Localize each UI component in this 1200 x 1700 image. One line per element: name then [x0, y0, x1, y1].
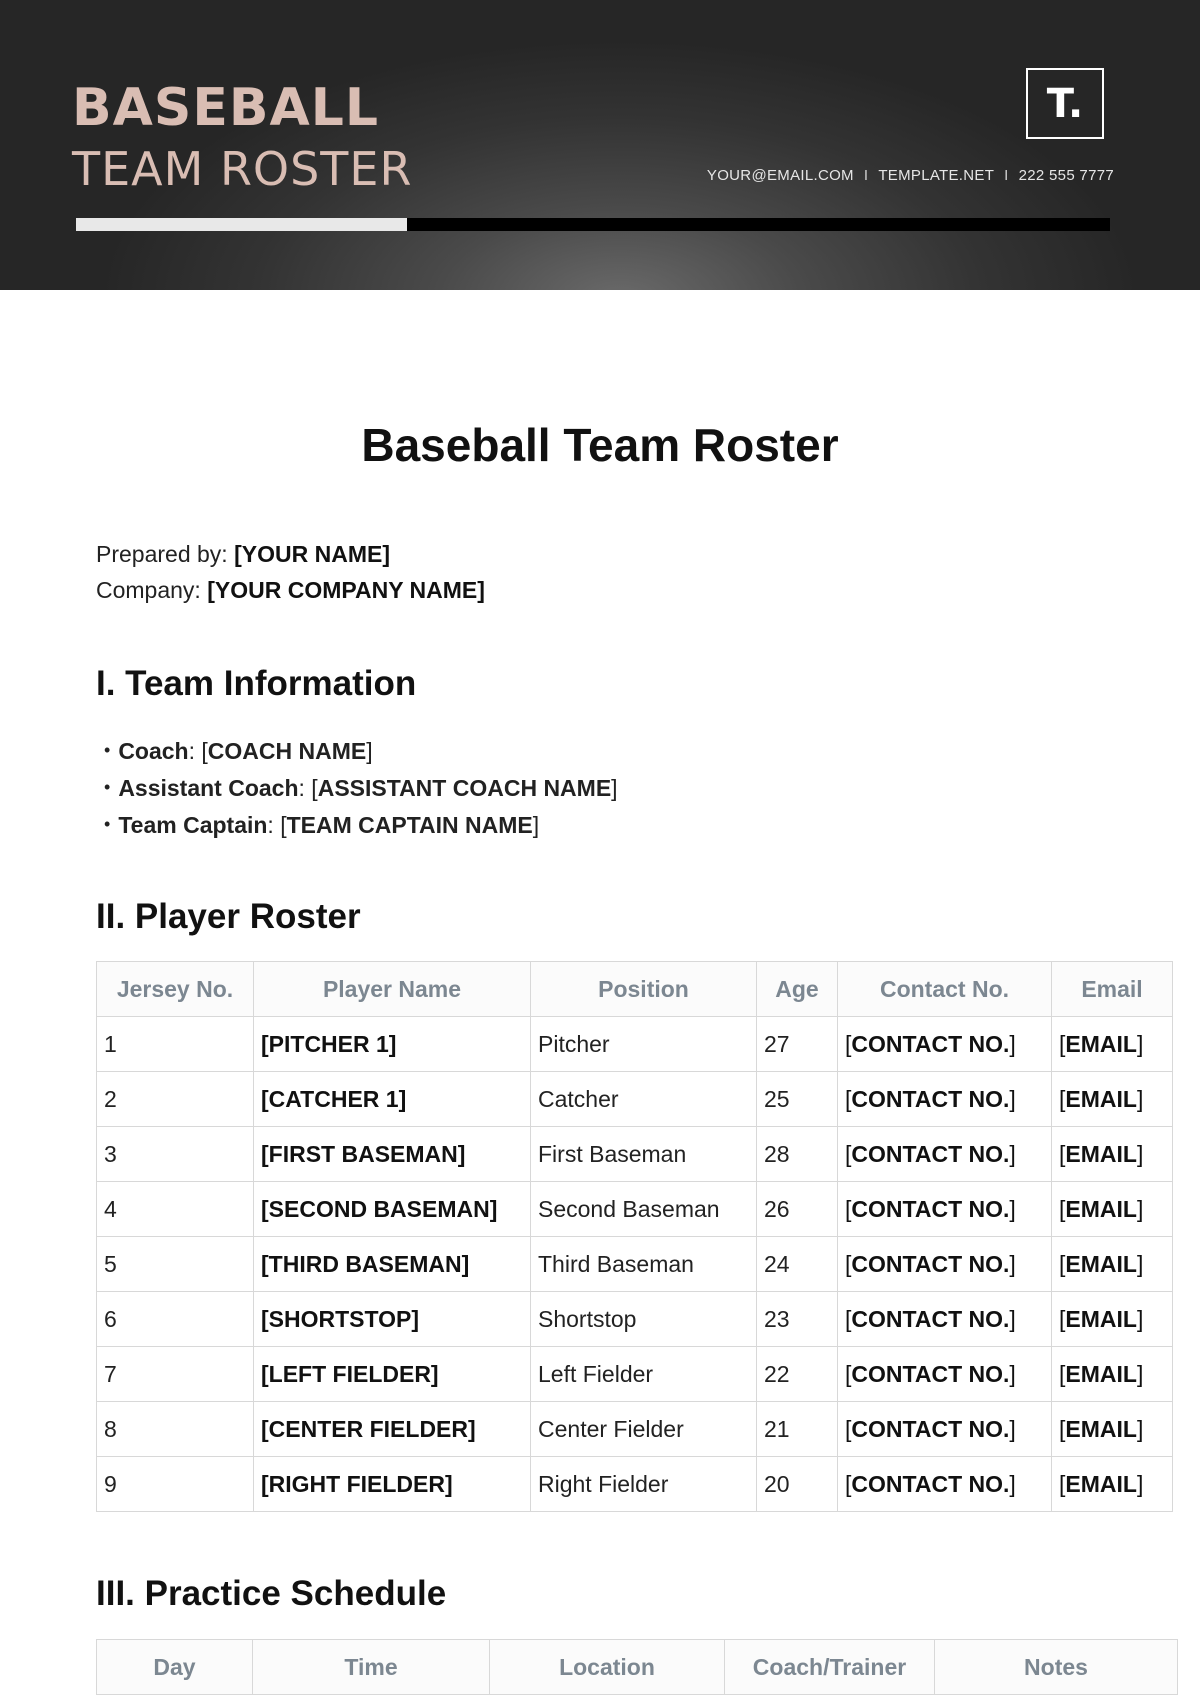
- table-cell: Pitcher: [531, 1017, 757, 1072]
- contact-email: YOUR@EMAIL.COM: [706, 167, 854, 184]
- table-row: [97, 1072, 1173, 1127]
- placeholder-value: EMAIL: [1065, 1470, 1137, 1497]
- prepared-by-label: Prepared by:: [96, 541, 228, 567]
- column-header: Notes: [935, 1640, 1178, 1695]
- table-cell: 6: [97, 1292, 254, 1347]
- placeholder-value: EMAIL: [1065, 1085, 1137, 1112]
- table-cell: [CONTACT NO.]: [838, 1402, 1052, 1457]
- table-cell: 20: [757, 1457, 838, 1512]
- table-cell: 7: [97, 1347, 254, 1402]
- placeholder-value: EMAIL: [1065, 1195, 1137, 1222]
- table-row: [97, 1457, 1173, 1512]
- separator: I: [1004, 167, 1009, 184]
- placeholder-value: EMAIL: [1065, 1030, 1137, 1057]
- team-info-label: Team Captain: [118, 812, 268, 838]
- team-info-item: • Assistant Coach: [ASSISTANT COACH NAME]: [104, 769, 618, 806]
- table-cell: 23: [757, 1292, 838, 1347]
- placeholder-value: CONTACT NO.: [851, 1030, 1010, 1057]
- table-cell: 27: [757, 1017, 838, 1072]
- table-cell: 1: [97, 1017, 254, 1072]
- table-cell: [CENTER FIELDER]: [254, 1402, 531, 1457]
- table-cell: [CONTACT NO.]: [838, 1347, 1052, 1402]
- table-cell: 4: [97, 1182, 254, 1237]
- table-row: [97, 1237, 1173, 1292]
- column-header: Contact No.: [838, 962, 1052, 1017]
- table-cell: 24: [757, 1237, 838, 1292]
- table-cell: Shortstop: [531, 1292, 757, 1347]
- header-progress-bar: [76, 218, 1110, 231]
- header-progress-fill: [76, 218, 407, 231]
- table-row: [97, 1347, 1173, 1402]
- table-cell: [CONTACT NO.]: [838, 1292, 1052, 1347]
- company-label: Company:: [96, 577, 201, 603]
- placeholder-value: EMAIL: [1065, 1250, 1137, 1277]
- table-cell: 25: [757, 1072, 838, 1127]
- team-info-value: COACH NAME: [207, 738, 367, 764]
- column-header: Player Name: [254, 962, 531, 1017]
- column-header: Position: [531, 962, 757, 1017]
- placeholder-value: EMAIL: [1065, 1360, 1137, 1387]
- table-cell: [EMAIL]: [1052, 1127, 1173, 1182]
- table-row: [97, 1402, 1173, 1457]
- placeholder-value: CONTACT NO.: [851, 1195, 1010, 1222]
- banner-title-line2: TEAM ROSTER: [72, 142, 413, 196]
- page-title: Baseball Team Roster: [361, 419, 839, 471]
- table-cell: [SHORTSTOP]: [254, 1292, 531, 1347]
- table-header-row: [97, 1640, 1178, 1695]
- section-heading-schedule: III. Practice Schedule: [96, 1574, 447, 1613]
- table-cell: First Baseman: [531, 1127, 757, 1182]
- table-cell: [EMAIL]: [1052, 1017, 1173, 1072]
- column-header: Email: [1052, 962, 1173, 1017]
- column-header: Jersey No.: [97, 962, 254, 1017]
- table-cell: 26: [757, 1182, 838, 1237]
- table-header-row: [97, 962, 1173, 1017]
- table-cell: Center Fielder: [531, 1402, 757, 1457]
- table-cell: [LEFT FIELDER]: [254, 1347, 531, 1402]
- table-cell: [FIRST BASEMAN]: [254, 1127, 531, 1182]
- team-info-value: ASSISTANT COACH NAME: [317, 775, 612, 801]
- team-info-label: Assistant Coach: [118, 775, 299, 801]
- column-header: Day: [97, 1640, 253, 1695]
- column-header: Time: [253, 1640, 490, 1695]
- placeholder-value: CONTACT NO.: [851, 1250, 1010, 1277]
- table-cell: Left Fielder: [531, 1347, 757, 1402]
- roster-table: [96, 961, 1173, 1512]
- team-info-value: TEAM CAPTAIN NAME: [286, 812, 533, 838]
- table-cell: [CONTACT NO.]: [838, 1237, 1052, 1292]
- table-cell: [PITCHER 1]: [254, 1017, 531, 1072]
- table-cell: [CONTACT NO.]: [838, 1182, 1052, 1237]
- header-banner: [0, 0, 1200, 290]
- prepared-by-value: [YOUR NAME]: [234, 541, 390, 567]
- table-cell: [CONTACT NO.]: [838, 1072, 1052, 1127]
- team-info-list: [104, 732, 618, 843]
- separator: I: [863, 167, 869, 184]
- team-info-item: • Team Captain: [TEAM CAPTAIN NAME]: [104, 806, 618, 843]
- table-row: [97, 1127, 1173, 1182]
- placeholder-value: CONTACT NO.: [851, 1085, 1010, 1112]
- contact-line: [707, 167, 1114, 184]
- table-cell: Catcher: [531, 1072, 757, 1127]
- table-cell: [CONTACT NO.]: [838, 1017, 1052, 1072]
- table-cell: [RIGHT FIELDER]: [254, 1457, 531, 1512]
- team-info-label: Coach: [118, 738, 189, 764]
- section-heading-roster: II. Player Roster: [96, 897, 361, 936]
- placeholder-value: EMAIL: [1065, 1415, 1137, 1442]
- placeholder-value: CONTACT NO.: [851, 1140, 1010, 1167]
- table-cell: [EMAIL]: [1052, 1292, 1173, 1347]
- table-cell: [THIRD BASEMAN]: [254, 1237, 531, 1292]
- contact-phone: 222 555 7777: [1018, 167, 1114, 184]
- table-cell: 22: [757, 1347, 838, 1402]
- table-cell: 28: [757, 1127, 838, 1182]
- table-cell: [CONTACT NO.]: [838, 1457, 1052, 1512]
- table-cell: [EMAIL]: [1052, 1347, 1173, 1402]
- table-cell: Right Fielder: [531, 1457, 757, 1512]
- schedule-table: [96, 1639, 1178, 1695]
- placeholder-value: CONTACT NO.: [851, 1305, 1010, 1332]
- column-header: Location: [490, 1640, 725, 1695]
- banner-title-line1: BASEBALL: [72, 78, 379, 138]
- table-cell: [EMAIL]: [1052, 1072, 1173, 1127]
- table-cell: 21: [757, 1402, 838, 1457]
- table-cell: [EMAIL]: [1052, 1237, 1173, 1292]
- table-cell: Third Baseman: [531, 1237, 757, 1292]
- contact-website: TEMPLATE.NET: [878, 167, 995, 184]
- document-meta: [96, 536, 485, 608]
- table-row: [97, 1182, 1173, 1237]
- placeholder-value: CONTACT NO.: [851, 1470, 1010, 1497]
- table-cell: 2: [97, 1072, 254, 1127]
- table-cell: [CATCHER 1]: [254, 1072, 531, 1127]
- placeholder-value: EMAIL: [1065, 1305, 1137, 1332]
- table-cell: [EMAIL]: [1052, 1182, 1173, 1237]
- placeholder-value: EMAIL: [1065, 1140, 1137, 1167]
- team-info-item: • Coach: [COACH NAME]: [104, 732, 618, 769]
- prepared-by-row: [96, 536, 485, 572]
- table-cell: [EMAIL]: [1052, 1457, 1173, 1512]
- table-cell: 9: [97, 1457, 254, 1512]
- section-heading-team-info: I. Team Information: [96, 664, 417, 703]
- table-cell: [CONTACT NO.]: [838, 1127, 1052, 1182]
- table-row: [97, 1292, 1173, 1347]
- column-header: Coach/Trainer: [725, 1640, 935, 1695]
- placeholder-value: CONTACT NO.: [851, 1415, 1010, 1442]
- table-cell: 5: [97, 1237, 254, 1292]
- placeholder-value: CONTACT NO.: [851, 1360, 1010, 1387]
- column-header: Age: [757, 962, 838, 1017]
- table-cell: 8: [97, 1402, 254, 1457]
- table-row: [97, 1017, 1173, 1072]
- table-cell: [SECOND BASEMAN]: [254, 1182, 531, 1237]
- table-cell: 3: [97, 1127, 254, 1182]
- table-cell: [EMAIL]: [1052, 1402, 1173, 1457]
- template-logo: T.: [1026, 68, 1104, 139]
- table-cell: Second Baseman: [531, 1182, 757, 1237]
- company-value: [YOUR COMPANY NAME]: [207, 577, 485, 603]
- company-row: [96, 572, 485, 608]
